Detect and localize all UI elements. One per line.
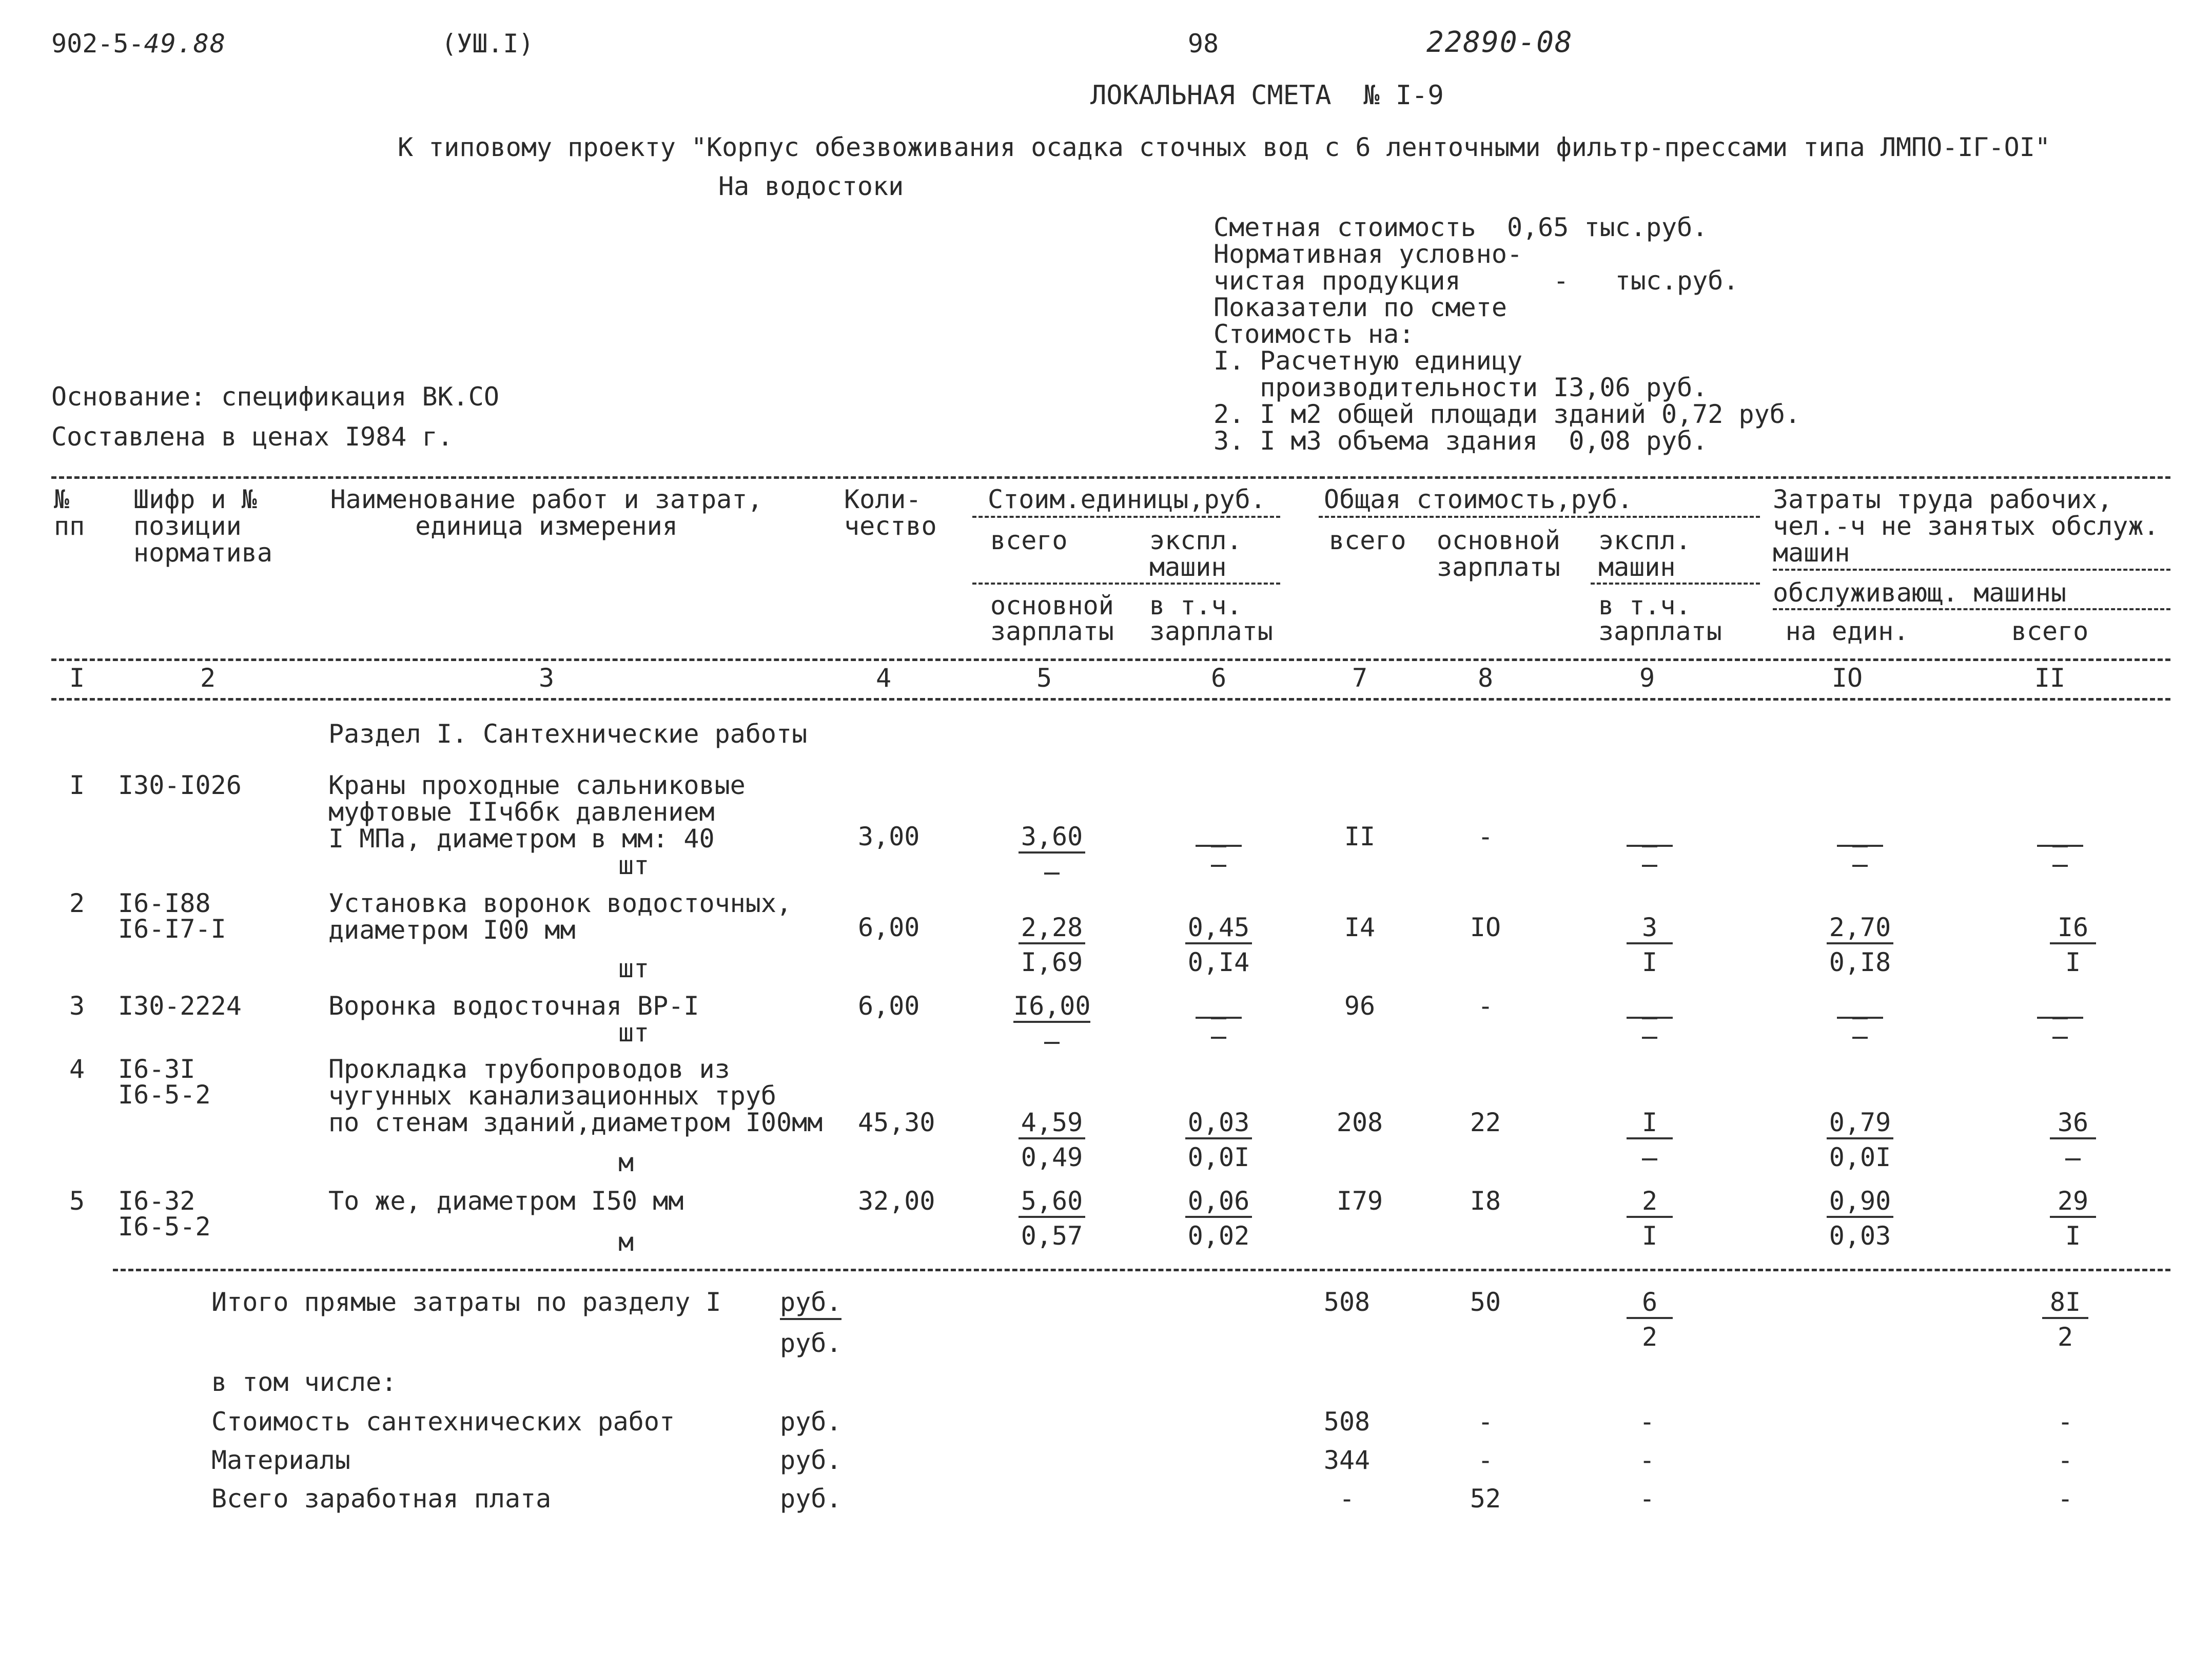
labor-total-machine: I	[2065, 947, 2081, 977]
page-title: ЛОКАЛЬНАЯ СМЕТА № I-9	[1090, 80, 1444, 111]
unit-cost-fraction	[1019, 824, 1085, 868]
total-cost: I79	[1336, 1186, 1383, 1216]
row-code: I6-5-2	[118, 1080, 211, 1110]
row-code: I30-I026	[118, 770, 242, 800]
row-number: 3	[69, 991, 85, 1021]
column-number: I	[69, 663, 85, 693]
col-header-unit-incl-wage: зарплаты	[1149, 616, 1273, 646]
totals-line-unit: руб.	[780, 1445, 842, 1475]
row-name: Установка воронок водосточных,	[328, 888, 792, 918]
labor-total-dashes	[2037, 1003, 2083, 1032]
labor-total-machine: I	[2065, 1221, 2081, 1251]
inventory-stamp: 22890-08	[1426, 26, 1573, 59]
machine-wage: 0,I4	[1187, 947, 1250, 977]
row-unit: шт	[618, 850, 650, 880]
row-name: То же, диаметром I50 мм	[328, 1186, 684, 1216]
row-unit: шт	[618, 954, 650, 983]
total-machine-dashes	[1627, 831, 1673, 860]
col-header-total-machines: машин	[1598, 552, 1676, 582]
labor-unit-fraction	[1827, 915, 1893, 975]
row-code: I6-I7-I	[118, 914, 226, 944]
row-name: муфтовые IIч6бк давлением	[328, 797, 715, 827]
col-header-unit-wage: зарплаты	[990, 616, 1114, 646]
section-title: Раздел I. Сантехнические работы	[328, 719, 808, 749]
total-machine-cost: 3	[1641, 913, 1658, 942]
labor-unit-workers: 0,90	[1829, 1186, 1891, 1216]
totals-unit: руб.	[780, 1328, 842, 1358]
row-number: 4	[69, 1054, 85, 1084]
col-header-quantity: чество	[844, 511, 937, 541]
price-level-line: Составлена в ценах I984 г.	[51, 422, 453, 452]
total-wage: -	[1477, 991, 1494, 1021]
column-number: 5	[1036, 663, 1052, 693]
unit-wage-dash	[1019, 859, 1085, 868]
unit-cost-fraction	[1019, 1188, 1085, 1249]
row-code: I6-32	[118, 1186, 195, 1216]
col-header-quantity: Коли-	[844, 484, 922, 514]
labor-unit-machine: 0,I8	[1829, 947, 1891, 977]
row-name: I МПа, диаметром в мм: 40	[328, 824, 715, 854]
totals-machine-fraction	[1627, 1289, 1673, 1350]
total-wage: -	[1477, 822, 1494, 851]
row-unit: шт	[618, 1018, 650, 1048]
labor-unit-machine: 0,03	[1829, 1221, 1891, 1251]
col-header-labor: Затраты труда рабочих,	[1773, 484, 2113, 514]
col-header-total-wage: зарплаты	[1437, 552, 1560, 582]
column-number: 8	[1477, 663, 1494, 693]
col-header-name: единица измерения	[415, 511, 678, 541]
row-code: I6-I88	[118, 888, 211, 918]
summary-line: Показатели по смете	[1213, 293, 1507, 322]
unit-cost-fraction	[1019, 915, 1085, 975]
document-code	[51, 29, 227, 59]
col-header-unit-machines: экспл.	[1149, 526, 1242, 555]
unit-cost-total: 3,60	[1021, 822, 1083, 851]
column-number: 7	[1352, 663, 1368, 693]
labor-total-machine-dash	[2050, 1145, 2096, 1154]
summary-line: Стоимость на:	[1213, 319, 1415, 349]
row-number: I	[69, 770, 85, 800]
col-header-total-machines: экспл.	[1598, 526, 1691, 555]
total-wage: IO	[1470, 913, 1501, 942]
totals-line-labor: -	[2057, 1445, 2073, 1475]
row-unit: м	[618, 1227, 634, 1257]
page-number: 98	[1187, 29, 1219, 59]
totals-line-wage: -	[1477, 1407, 1494, 1437]
row-code: I6-3I	[118, 1054, 195, 1084]
column-number: 3	[538, 663, 555, 693]
total-wage: I8	[1470, 1186, 1501, 1216]
row-quantity: 3,00	[858, 822, 920, 851]
col-header-code: позиции	[133, 511, 242, 541]
total-cost: 96	[1344, 991, 1376, 1021]
total-machine-dashes	[1627, 1003, 1673, 1032]
row-name: Воронка водосточная ВР-I	[328, 991, 699, 1021]
totals-line-cost: 344	[1323, 1445, 1371, 1475]
labor-unit-fraction	[1827, 1188, 1893, 1249]
totals-line-label: Стоимость сантехнических работ	[211, 1407, 675, 1437]
total-wage: 22	[1470, 1108, 1501, 1137]
total-machine-fraction	[1627, 915, 1673, 975]
row-name: по стенам зданий,диаметром I00мм	[328, 1108, 823, 1137]
col-header-total-wage: основной	[1437, 526, 1560, 555]
summary-line: I. Расчетную единицу	[1213, 346, 1523, 376]
total-machine-wage-dash	[1627, 1145, 1673, 1154]
col-header-labor-all: всего	[2011, 616, 2089, 646]
column-number: 2	[200, 663, 216, 693]
col-header-unit-total: всего	[990, 526, 1068, 555]
summary-line: 2. I м2 общей площади зданий 0,72 руб.	[1213, 399, 1800, 429]
table-top-rule	[51, 476, 2170, 479]
totals-line-unit: руб.	[780, 1484, 842, 1514]
row-quantity: 32,00	[858, 1186, 935, 1216]
unit-cost-total: I6,00	[1013, 991, 1091, 1021]
totals-line-label: Всего заработная плата	[211, 1484, 552, 1514]
col-header-total-all: всего	[1329, 526, 1406, 555]
labor-total-fraction	[2050, 1110, 2096, 1154]
totals-line-unit: руб.	[780, 1407, 842, 1437]
row-quantity: 6,00	[858, 913, 920, 942]
row-name: Прокладка трубопроводов из	[328, 1054, 730, 1084]
col-header-unit-incl-wage: в т.ч.	[1149, 591, 1242, 621]
col-header-total-incl-wage: в т.ч.	[1598, 591, 1691, 621]
labor-total-dashes	[2037, 831, 2083, 860]
column-number: 9	[1639, 663, 1655, 693]
column-number: IO	[1831, 663, 1863, 693]
labor-total-workers: I6	[2057, 913, 2089, 942]
total-machine-wage: I	[1641, 1221, 1658, 1251]
machine-wage: 0,02	[1187, 1221, 1250, 1251]
row-number: 2	[69, 888, 85, 918]
unit-wage: I,69	[1021, 947, 1083, 977]
header-rule	[51, 658, 2170, 661]
totals-line-cost: -	[1339, 1484, 1355, 1514]
total-cost: I4	[1344, 913, 1376, 942]
labor-unit-workers: 2,70	[1829, 913, 1891, 942]
machine-cost: 0,45	[1187, 913, 1250, 942]
total-cost: II	[1344, 822, 1376, 851]
totals-labor-fraction	[2042, 1289, 2088, 1350]
labor-unit-dashes	[1837, 1003, 1883, 1032]
totals-labor-machine: 2	[2057, 1322, 2073, 1352]
totals-label: Итого прямые затраты по разделу I	[211, 1287, 721, 1317]
row-quantity: 45,30	[858, 1108, 935, 1137]
totals-line-labor: -	[2057, 1407, 2073, 1437]
col-header-unit-cost: Стоим.единицы,руб.	[988, 484, 1266, 514]
row-number: 5	[69, 1186, 85, 1216]
machine-cost-fraction	[1185, 915, 1252, 975]
summary-line: 3. I м3 объема здания 0,08 руб.	[1213, 426, 1708, 456]
totals-including-label: в том числе:	[211, 1367, 397, 1397]
col-header-labor: чел.-ч не занятых обслуж.	[1773, 511, 2159, 541]
machine-cost-fraction	[1185, 1110, 1252, 1170]
machine-cost-dashes	[1196, 831, 1242, 860]
column-numbers-rule	[51, 698, 2170, 701]
total-cost: 208	[1336, 1108, 1383, 1137]
labor-total-workers: 36	[2057, 1108, 2089, 1137]
col-header-number: №	[54, 484, 70, 514]
document-code-handwritten: 49.88	[144, 29, 227, 59]
summary-line: чистая продукция - тыс.руб.	[1213, 266, 1739, 296]
total-machine-cost: I	[1641, 1108, 1658, 1137]
summary-line: Сметная стоимость 0,65 тыс.руб.	[1213, 212, 1708, 242]
row-code: I6-5-2	[118, 1212, 211, 1242]
row-name: диаметром I00 мм	[328, 915, 576, 945]
machine-cost-fraction	[1185, 1188, 1252, 1249]
col-header-code: норматива	[133, 538, 272, 568]
totals-unit: руб.	[780, 1287, 842, 1317]
page-subtitle-object: На водостоки	[718, 171, 904, 201]
col-header-name: Наименование работ и затрат,	[330, 484, 763, 514]
totals-machine-wage: 2	[1641, 1322, 1658, 1352]
total-machine-fraction	[1627, 1188, 1673, 1249]
summary-line: Нормативная условно-	[1213, 239, 1523, 269]
labor-total-fraction	[2050, 915, 2096, 975]
labor-unit-machine: 0,0I	[1829, 1142, 1891, 1172]
unit-cost-fraction	[1013, 993, 1090, 1037]
summary-line: производительности I3,06 руб.	[1213, 373, 1708, 402]
col-header-labor: машин	[1773, 538, 1850, 568]
row-unit: м	[618, 1148, 634, 1177]
labor-unit-dashes	[1837, 831, 1883, 860]
totals-rule	[113, 1269, 2170, 1271]
col-header-labor-unit: на един.	[1785, 616, 1909, 646]
total-machine-fraction	[1627, 1110, 1673, 1154]
totals-total-wage: 50	[1470, 1287, 1501, 1317]
totals-line-wage: 52	[1470, 1484, 1501, 1514]
album-number: (УШ.I)	[441, 29, 534, 59]
unit-cost-total: 5,60	[1021, 1186, 1083, 1216]
totals-line-wage: -	[1477, 1445, 1494, 1475]
totals-total-cost: 508	[1323, 1287, 1371, 1317]
totals-line-labor: -	[2057, 1484, 2073, 1514]
column-number: 4	[875, 663, 892, 693]
labor-unit-workers: 0,79	[1829, 1108, 1891, 1137]
totals-labor-workers: 8I	[2049, 1287, 2081, 1317]
labor-total-workers: 29	[2057, 1186, 2089, 1216]
page-subtitle: К типовому проекту "Корпус обезвоживания осадка сточных вод с 6 ленточными фильтр-прессами типа ЛМПО-IГ-OI"	[398, 132, 2050, 162]
unit-cost-fraction	[1019, 1110, 1085, 1170]
row-quantity: 6,00	[858, 991, 920, 1021]
totals-line-machine: -	[1639, 1407, 1655, 1437]
totals-line-label: Материалы	[211, 1445, 350, 1475]
machine-cost-dashes	[1196, 1003, 1242, 1032]
totals-line-cost: 508	[1323, 1407, 1371, 1437]
total-machine-cost: 2	[1641, 1186, 1658, 1216]
unit-cost-total: 2,28	[1021, 913, 1083, 942]
basis-line: Основание: спецификация ВК.СО	[51, 382, 499, 412]
total-machine-wage: I	[1641, 947, 1658, 977]
totals-line-machine: -	[1639, 1484, 1655, 1514]
col-header-unit-machines: машин	[1149, 552, 1227, 582]
col-header-code: Шифр и №	[133, 484, 257, 514]
totals-line-machine: -	[1639, 1445, 1655, 1475]
machine-cost: 0,03	[1187, 1108, 1250, 1137]
labor-unit-fraction	[1827, 1110, 1893, 1170]
col-header-total-cost: Общая стоимость,руб.	[1324, 484, 1633, 514]
totals-machine-cost: 6	[1641, 1287, 1658, 1317]
unit-wage-dash	[1013, 1028, 1090, 1037]
row-code: I30-2224	[118, 991, 242, 1021]
col-header-unit-wage: основной	[990, 591, 1114, 621]
row-name: чугунных канализационных труб	[328, 1081, 776, 1111]
col-header-total-incl-wage: зарплаты	[1598, 616, 1722, 646]
unit-wage: 0,57	[1021, 1221, 1083, 1251]
row-name: Краны проходные сальниковые	[328, 770, 746, 800]
col-header-number: пп	[54, 511, 85, 541]
machine-wage: 0,0I	[1187, 1142, 1250, 1172]
machine-cost: 0,06	[1187, 1186, 1250, 1216]
document-code-printed: 902-5-	[51, 29, 144, 59]
column-number: 6	[1210, 663, 1227, 693]
column-number: II	[2034, 663, 2066, 693]
unit-wage: 0,49	[1021, 1142, 1083, 1172]
col-header-labor-service: обслуживающ. машины	[1773, 578, 2066, 608]
labor-total-fraction	[2050, 1188, 2096, 1249]
unit-cost-total: 4,59	[1021, 1108, 1083, 1137]
